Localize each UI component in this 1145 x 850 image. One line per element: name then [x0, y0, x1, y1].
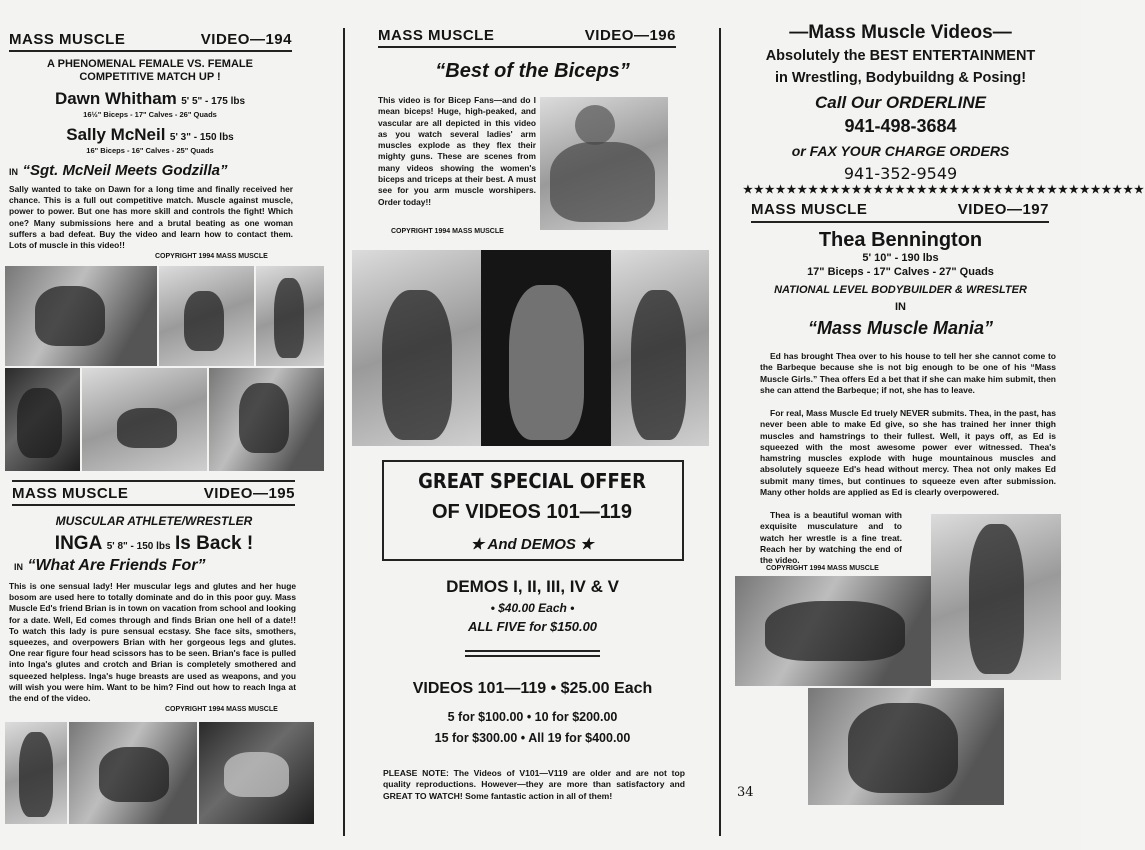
wrestler-2-name: Sally McNeil: [66, 125, 166, 144]
video-197-description-2: For real, Mass Muscle Ed truely NEVER submits. Thea, in the past, has never been able to make Ed give, so she has trained her inner thigh muscles and hamstrings to their fullest. Well, it pays off, as Ed is squeezed with the most awesome power ever witnessed. Thea's hamstring muscles explode with huge mountainous muscles and absolutely squeeze Ed's head without mercy. Thea not only makes Ed submit many times, but continues to squeeze even after submission. Many other holds are applied as Ed is clearly overpowered.: [760, 408, 1056, 498]
video-197-title: “Mass Muscle Mania”: [807, 318, 994, 338]
video-194-copyright: COPYRIGHT 1994 MASS MUSCLE: [155, 253, 268, 260]
wrestler-1-measurements: 16½" Biceps - 17" Calves - 26" Quads: [83, 110, 217, 119]
header-video-number: VIDEO—197: [957, 201, 1049, 218]
video-197-level: NATIONAL LEVEL BODYBUILDER & WRESLTER: [774, 284, 1027, 296]
photo-biceps-1: [352, 250, 481, 446]
photo-inga-pose: [5, 722, 67, 824]
photo-biceps-2: [481, 250, 611, 446]
video-196-title: “Best of the Biceps”: [435, 60, 630, 82]
tagline: Is Back !: [175, 533, 254, 554]
kicker-line-2: COMPETITIVE MATCH UP !: [79, 71, 221, 83]
offer-line-1: GREAT SPECIAL OFFER: [418, 469, 646, 493]
page-number: 34: [737, 785, 754, 800]
title-text: “What Are Friends For”: [27, 557, 206, 574]
kicker-line-1: A PHENOMENAL FEMALE VS. FEMALE: [47, 58, 253, 70]
video-197-stats: 5' 10" - 190 lbs: [862, 252, 939, 264]
video-197-measurements: 17" Biceps - 17" Calves - 27" Quads: [807, 266, 994, 278]
wrestler-stats: 5' 8" - 150 lbs: [106, 541, 171, 552]
header-brand: MASS MUSCLE: [12, 485, 129, 502]
photo-wrestling-1: [5, 266, 157, 366]
photo-wrestling-4: [82, 368, 207, 471]
video-194-description: Sally wanted to take on Dawn for a long time and finally received her chance. This is a full out competitive match. Muscle against muscle, power to power. But one has more skill and controls the fight! Which one? Many submissions here and a brutal beating as one woman suffers a bad defeat. Buy the video and learn how to contact them. Lots of muscle in this video!!: [9, 184, 293, 251]
orderline-phone: 941-498-3684: [844, 116, 957, 136]
column-divider-right: [719, 28, 721, 836]
in-label: IN: [895, 301, 906, 313]
videos-price-line-1: 5 for $100.00 • 10 for $200.00: [447, 710, 618, 724]
please-note: PLEASE NOTE: The Videos of V101—V119 are older and are not top quality reproductions. However—they are more than satisfactory and GREAT TO WATCH! Some fantastic action in all of them!: [383, 768, 685, 801]
video-194-title: [9, 162, 309, 180]
wrestler-name: INGA: [54, 533, 103, 554]
header-rule-top: [12, 480, 295, 482]
video-196-header: [378, 27, 676, 45]
video-195-copyright: COPYRIGHT 1994 MASS MUSCLE: [165, 706, 278, 713]
video-196-copyright: COPYRIGHT 1994 MASS MUSCLE: [391, 228, 504, 235]
header-rule: [12, 504, 295, 506]
photo-inga-wrestling-2: [199, 722, 314, 824]
header-rule: [378, 46, 676, 48]
wrestler-2-stats: 5' 3" - 150 lbs: [169, 132, 234, 143]
videos-price-line-2: 15 for $300.00 • All 19 for $400.00: [434, 731, 631, 745]
videos-title: VIDEOS 101—119 • $25.00 Each: [412, 680, 653, 697]
demos-title: DEMOS I, II, III, IV & V: [446, 577, 619, 596]
wrestler-1-name: Dawn Whitham: [54, 89, 177, 108]
video-197-name: Thea Bennington: [818, 229, 983, 251]
ad-line-2: in Wrestling, Bodybuildng & Posing!: [774, 70, 1027, 86]
ad-call-orderline: Call Our ORDERLINE: [815, 93, 986, 112]
in-label: IN: [9, 167, 18, 177]
photo-wrestling-3: [5, 368, 80, 471]
ad-title: —Mass Muscle Videos—: [789, 22, 1012, 43]
wrestler-1: [0, 89, 300, 109]
photo-thea-wrestling-1: [735, 576, 931, 686]
header-video-number: VIDEO—194: [200, 31, 292, 48]
photo-inga-wrestling-1: [69, 722, 197, 824]
star-divider: ★★★★★★★★★★★★★★★★★★★★★★★★★★★★★★★★★★★★★: [743, 184, 1145, 196]
photo-flex-pose: [256, 266, 324, 366]
video-197-header: [751, 201, 1049, 219]
photo-wrestling-2: [159, 266, 254, 366]
header-video-number: VIDEO—196: [584, 27, 676, 44]
header-brand: MASS MUSCLE: [751, 201, 868, 218]
video-195-kicker: MUSCULAR ATHLETE/WRESTLER: [55, 514, 253, 528]
demos-price: • $40.00 Each •: [490, 601, 575, 615]
offer-divider: [465, 650, 600, 657]
wrestler-2-measurements: 16" Biceps - 16" Calves - 25" Quads: [86, 146, 214, 155]
video-196-description: This video is for Bicep Fans—and do I mean biceps! Huge, high-peaked, and vascular are all depicted in this video as you watch several ladies' arm muscles explode as they flex their mighty guns. These are scenes from many videos showing the women's biceps and triceps at their best. A must see for you arm muscle worshipers. Order today!!: [378, 95, 536, 207]
offer-line-2: OF VIDEOS 101—119: [431, 501, 633, 523]
photo-biceps-3: [611, 250, 709, 446]
video-197-description-3: Thea is a beautiful woman with exquisite musculature and to watch her wrestle is a fine treat. Reach her by watching the end of the video.: [760, 510, 902, 566]
in-label: IN: [14, 562, 23, 572]
column-divider-left: [343, 28, 345, 836]
video-197-description-1: Ed has brought Thea over to his house to tell her she cannot come to the Barbeque because she is not big enough to be one of his “Mass Muscle Girls.” Thea offers Ed a bet that if she can make him submit, then she can attend the Barbeque; if not, she has to leave.: [760, 351, 1056, 395]
photo-bicep-man: [540, 97, 668, 230]
video-197-copyright: COPYRIGHT 1994 MASS MUSCLE: [766, 565, 879, 572]
fax-label: or FAX YOUR CHARGE ORDERS: [791, 143, 1010, 159]
column-c: [728, 0, 1145, 850]
video-195-name-line: [0, 533, 308, 555]
video-194-header: [9, 31, 292, 49]
title-text: “Sgt. McNeil Meets Godzilla”: [22, 162, 228, 179]
video-195-description: This is one sensual lady! Her muscular legs and glutes and her huge bosom are used here to totally dominate and do in this poor guy. Mass Muscle Ed's friend Brian is in town on vacation from school and looking for a date. Well, Ed comes through and finds Brian one hell of a date!! To watch this lady is pure sensual ecstasy. She face sits, smothers, squeezes, and overpowers Brian with her gorgeous legs and glutes. One rear figure four head scissors has to be seen. Brian's face is pulled into Inga's glutes and crotch and Brian is completely smothered and squeezed helpless. Inga's huge breasts are used as weapons, and you will wish you were him. Want to be him? Find out how to reach Inga at the end of the video.: [9, 581, 296, 704]
header-rule: [751, 221, 1049, 223]
ad-line-1: Absolutely the BEST ENTERTAINMENT: [765, 48, 1036, 64]
column-b: [350, 0, 715, 850]
column-a: [0, 0, 330, 850]
photo-thea-pose: [931, 514, 1061, 680]
demos-all-five: ALL FIVE for $150.00: [467, 619, 598, 634]
header-video-number: VIDEO—195: [203, 485, 295, 502]
wrestler-2: [0, 125, 300, 145]
wrestler-1-stats: 5' 5" - 175 lbs: [181, 96, 246, 107]
fax-number: 941-352-9549: [843, 164, 958, 183]
header-brand: MASS MUSCLE: [378, 27, 495, 44]
header-rule: [9, 50, 292, 52]
video-195-title: [14, 557, 314, 575]
video-195-header: [12, 485, 295, 503]
photo-wrestling-5: [209, 368, 324, 471]
photo-thea-wrestling-2: [808, 688, 1004, 805]
header-brand: MASS MUSCLE: [9, 31, 126, 48]
offer-line-3: ★ And DEMOS ★: [470, 536, 594, 553]
